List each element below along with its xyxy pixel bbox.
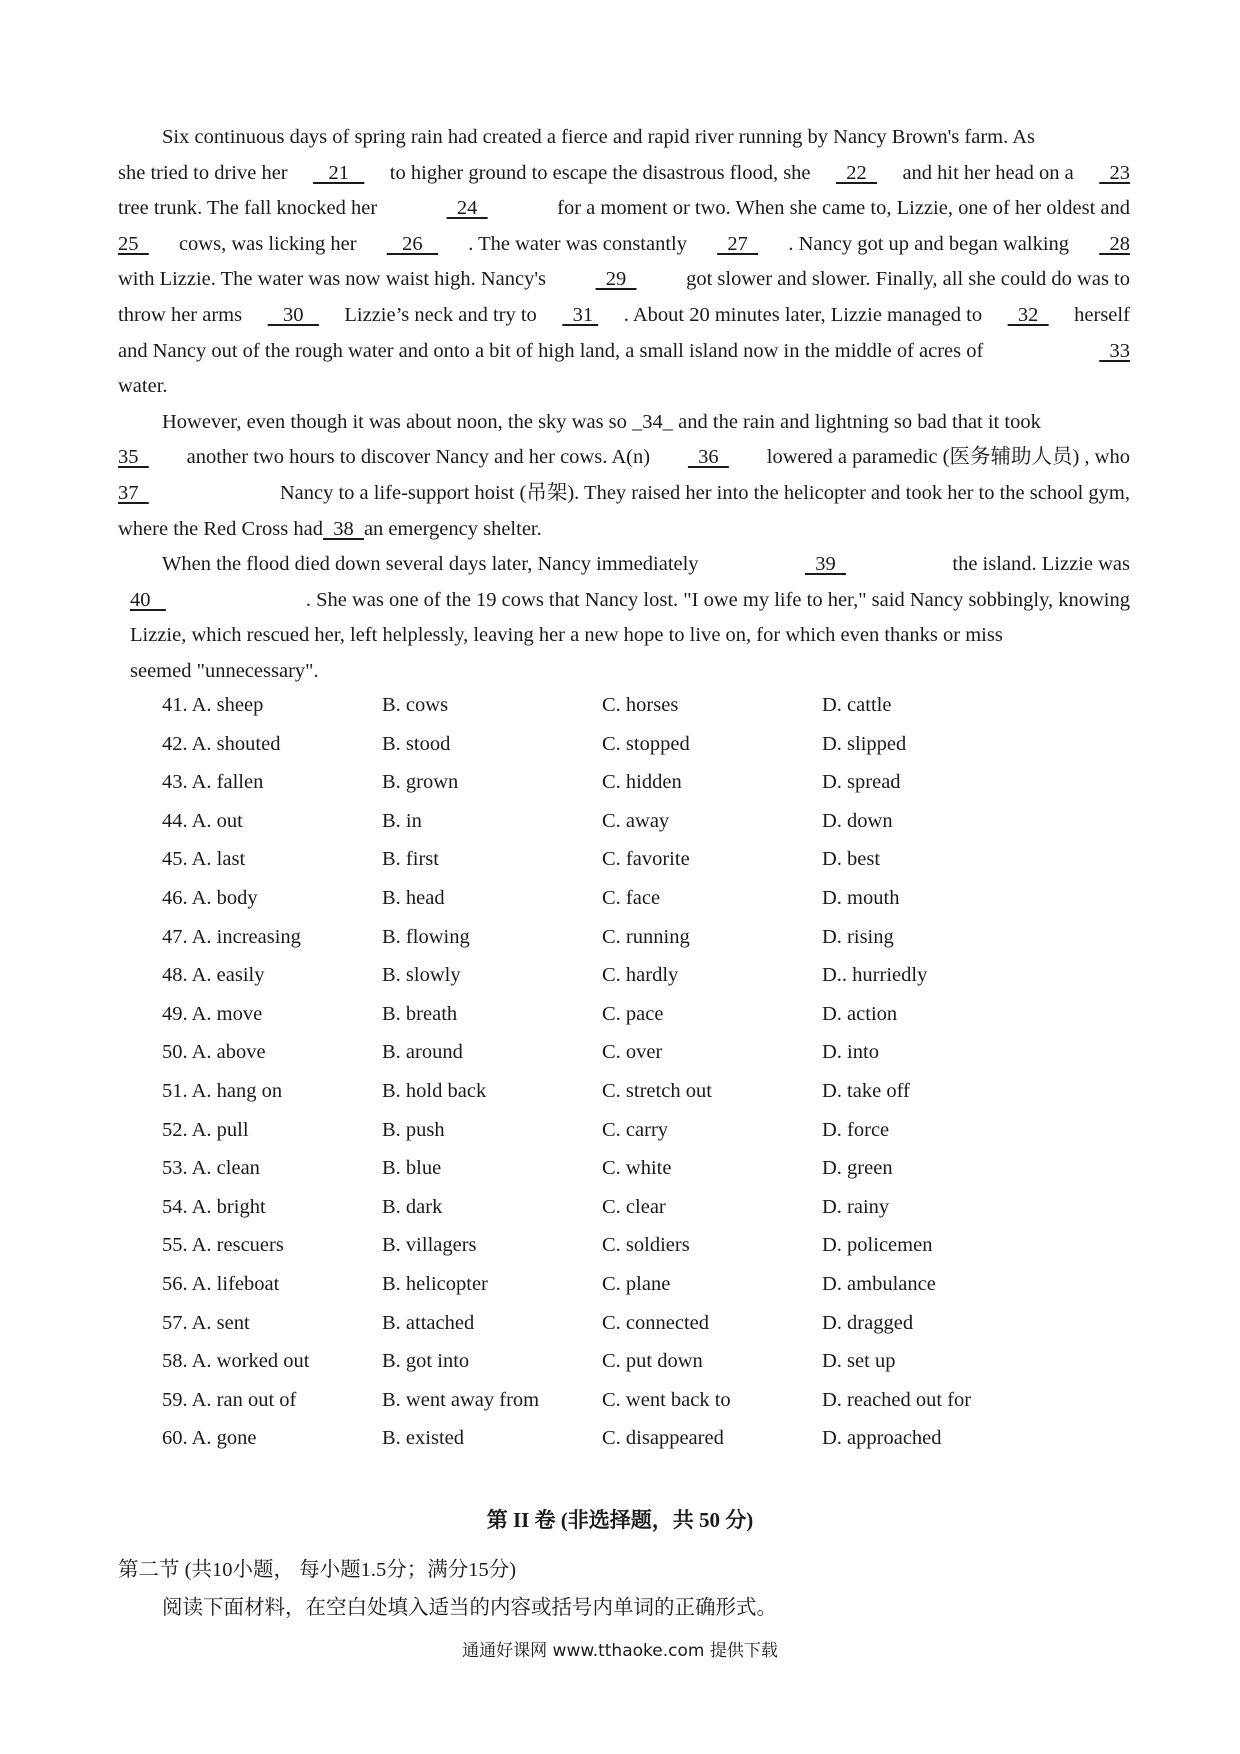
option-choice: D. down: [822, 809, 893, 832]
answer-blank: 37: [118, 481, 149, 504]
option-choice: B. first: [382, 848, 439, 871]
option-choice: 51. A. hang on: [162, 1079, 283, 1102]
option-choice: D. green: [822, 1157, 893, 1180]
option-choice: B. blue: [382, 1157, 442, 1180]
passage-line: [118, 405, 1130, 441]
option-choice: D. rising: [822, 925, 894, 948]
passage-text: Six continuous days of spring rain had created a fierce and rapid river running by Nancy Brown's farm. As: [162, 126, 1035, 148]
option-choice: C. put down: [602, 1350, 703, 1373]
option-choice: 52. A. pull: [162, 1118, 249, 1141]
option-choice: D. cattle: [822, 694, 892, 716]
option-choice: 53. A. clean: [162, 1157, 260, 1180]
option-choice: 57. A. sent: [162, 1311, 250, 1334]
instruction-text: 阅读下面材料，在空白处填入适当的内容或括号内单词的正确形式。: [162, 1597, 777, 1619]
passage-text: Lizzie, which rescued her, left helplessly, leaving her a new hope to live on, for which even thanks or miss: [130, 624, 1003, 647]
option-choice: C. away: [602, 809, 670, 832]
option-choice: C. stopped: [602, 732, 690, 755]
option-choice: C. stretch out: [602, 1079, 712, 1102]
option-choice: D. approached: [822, 1427, 942, 1450]
passage-text: tree trunk. The fall knocked her: [118, 197, 378, 220]
passage-text: . The water was constantly: [468, 232, 687, 255]
option-choice: 49. A. move: [162, 1002, 263, 1025]
option-choice: B. dark: [382, 1195, 443, 1218]
option-choice: B. attached: [382, 1311, 475, 1334]
option-choice: D.. hurriedly: [822, 964, 928, 987]
option-choice: D. take off: [822, 1079, 910, 1102]
answer-blank: 40: [130, 588, 166, 611]
option-choice: 46. A. body: [162, 886, 258, 909]
answer-blank: 22: [835, 161, 877, 184]
passage-text: throw her arms: [118, 303, 243, 326]
option-choice: D. rainy: [822, 1195, 890, 1218]
passage-text: another two hours to discover Nancy and her cows. A(n): [186, 446, 651, 469]
option-choice: C. hidden: [602, 771, 682, 794]
option-choice: D. slipped: [822, 732, 907, 755]
option-choice: D. ambulance: [822, 1272, 936, 1295]
passage-text: lowered a paramedic (医务辅助人员) , who: [766, 446, 1130, 469]
answer-blank: 29: [595, 268, 637, 291]
option-choice: 50. A. above: [162, 1041, 266, 1064]
answer-blank: 33: [1099, 339, 1130, 362]
option-choice: C. over: [602, 1041, 663, 1064]
passage-text: she tried to drive her: [118, 161, 288, 184]
option-choice: C. disappeared: [602, 1427, 724, 1450]
option-choice: 43. A. fallen: [162, 771, 264, 794]
answer-blank: 25: [118, 232, 149, 255]
option-choice: C. hardly: [602, 964, 679, 987]
answer-blank: 21: [313, 161, 365, 184]
passage-text: for a moment or two. When she came to, Lizzie, one of her oldest and: [557, 197, 1130, 220]
passage-text: . She was one of the 19 cows that Nancy lost. "I owe my life to her," said Nancy sobbingly, knowing: [305, 588, 1130, 611]
option-choice: C. carry: [602, 1118, 669, 1141]
option-choice: C. went back to: [602, 1388, 731, 1411]
passage-text: with Lizzie. The water was now waist high. Nancy's: [118, 268, 547, 291]
option-choice: C. clear: [602, 1195, 666, 1218]
answer-blank: 39: [804, 553, 846, 576]
option-choice: D. best: [822, 848, 881, 871]
passage-line: [118, 262, 1130, 298]
option-choice: B. slowly: [382, 964, 461, 987]
passage-text: where the Red Cross had: [118, 517, 323, 540]
option-choice: B. push: [382, 1118, 445, 1141]
option-choice: B. existed: [382, 1427, 464, 1450]
option-choice: B. stood: [382, 732, 451, 755]
option-choice: 45. A. last: [162, 848, 246, 871]
option-choice: 41. A. sheep: [162, 694, 264, 716]
section-title: 第 II 卷 (非选择题，共 50 分): [486, 1508, 754, 1532]
passage-line: [118, 476, 1130, 512]
option-choice: B. head: [382, 886, 445, 909]
passage-line: [118, 547, 1130, 583]
answer-blank: 23: [1099, 161, 1130, 184]
option-choice: C. pace: [602, 1002, 664, 1025]
passage-text: got slower and slower. Finally, all she could do was to: [686, 268, 1130, 291]
option-choice: D. spread: [822, 771, 901, 794]
passage-line: [118, 654, 1130, 690]
passage-text: However, even though it was about noon, the sky was so _34_ and the rain and lightning so bad that it took: [162, 410, 1041, 433]
option-choice: B. in: [382, 809, 422, 832]
passage-text: to higher ground to escape the disastrous flood, she: [389, 161, 811, 184]
option-choice: C. horses: [602, 694, 679, 716]
passage-text: herself: [1074, 303, 1130, 326]
option-choice: 60. A. gone: [162, 1427, 257, 1450]
passage-text: and Nancy out of the rough water and onto a bit of high land, a small island now in the middle of acres of: [118, 339, 984, 362]
option-choice: 48. A. easily: [162, 964, 265, 987]
passage-text: the island. Lizzie was: [952, 553, 1130, 576]
option-choice: B. breath: [382, 1002, 458, 1025]
passage-line: [118, 156, 1130, 192]
answer-blank: 24: [446, 197, 488, 220]
option-choice: C. face: [602, 886, 661, 909]
option-choice: D. reached out for: [822, 1388, 972, 1411]
option-choice: D. action: [822, 1002, 898, 1025]
option-choice: 56. A. lifeboat: [162, 1272, 280, 1295]
option-choice: C. white: [602, 1157, 672, 1180]
option-choice: D. set up: [822, 1350, 896, 1373]
answer-blank: 27: [717, 232, 759, 255]
passage-text: cows, was licking her: [178, 232, 357, 255]
answer-blank: 26: [386, 232, 438, 255]
option-choice: C. soldiers: [602, 1234, 690, 1257]
answer-blank: 36: [687, 446, 729, 469]
option-choice: D. force: [822, 1118, 890, 1141]
passage-line: [118, 298, 1130, 334]
passage-text: water.: [118, 375, 168, 398]
passage-line: [118, 191, 1130, 227]
option-choice: D. dragged: [822, 1311, 914, 1334]
passage-text: . About 20 minutes later, Lizzie managed to: [623, 303, 983, 326]
passage-text: . Nancy got up and began walking: [788, 232, 1070, 255]
option-choice: B. around: [382, 1041, 463, 1064]
passage-text: and hit her head on a: [902, 161, 1074, 184]
option-choice: 55. A. rescuers: [162, 1234, 284, 1257]
option-choice: B. hold back: [382, 1079, 487, 1102]
option-choice: 59. A. ran out of: [162, 1388, 297, 1411]
answer-blank: 35: [118, 446, 149, 469]
option-choice: B. got into: [382, 1350, 470, 1373]
passage-line: [118, 583, 1130, 619]
option-choice: 42. A. shouted: [162, 732, 281, 755]
option-choice: C. connected: [602, 1311, 710, 1334]
option-choice: D. into: [822, 1041, 879, 1064]
answer-blank: 32: [1007, 303, 1049, 326]
passage-line: [118, 618, 1130, 654]
option-choice: B. grown: [382, 771, 459, 794]
option-choice: B. flowing: [382, 925, 470, 948]
answer-blank: 38: [322, 517, 364, 540]
answer-blank: 31: [562, 303, 599, 326]
passage-line: [118, 227, 1130, 263]
option-choice: 58. A. worked out: [162, 1350, 310, 1373]
footer-watermark: 通通好课网 www.tthaoke.com 提供下载: [462, 1641, 778, 1661]
option-choice: 54. A. bright: [162, 1195, 266, 1218]
option-choice: C. running: [602, 925, 690, 948]
passage-line: [118, 334, 1130, 370]
passage-text: When the flood died down several days later, Nancy immediately: [162, 553, 699, 576]
option-choice: 44. A. out: [162, 809, 243, 832]
section2-heading: 第二节 (共10小题， 每小题1.5分；满分15分): [118, 1559, 517, 1581]
answer-blank: 28: [1099, 232, 1130, 255]
cloze-passage: [118, 120, 1130, 690]
passage-line: [118, 440, 1130, 476]
option-choice: B. helicopter: [382, 1272, 488, 1295]
passage-text: Nancy to a life-support hoist (吊架). They raised her into the helicopter and took her to the school gym,: [279, 481, 1130, 504]
option-choice: C. plane: [602, 1272, 671, 1295]
passage-text: an emergency shelter.: [363, 517, 542, 540]
passage-text: Lizzie’s neck and try to: [344, 303, 537, 326]
option-choice: D. policemen: [822, 1234, 933, 1257]
passage-line: [118, 120, 1130, 156]
option-choice: C. favorite: [602, 848, 690, 871]
option-choice: 47. A. increasing: [162, 925, 301, 948]
passage-line: [118, 369, 1130, 405]
passage-line: [118, 512, 1130, 548]
passage-text: seemed "unnecessary".: [130, 659, 319, 682]
answer-blank: 30: [267, 303, 319, 326]
option-choice: B. villagers: [382, 1234, 477, 1257]
option-choice: B. went away from: [382, 1388, 540, 1411]
option-choice: D. mouth: [822, 886, 900, 909]
option-choice: B. cows: [382, 694, 449, 716]
